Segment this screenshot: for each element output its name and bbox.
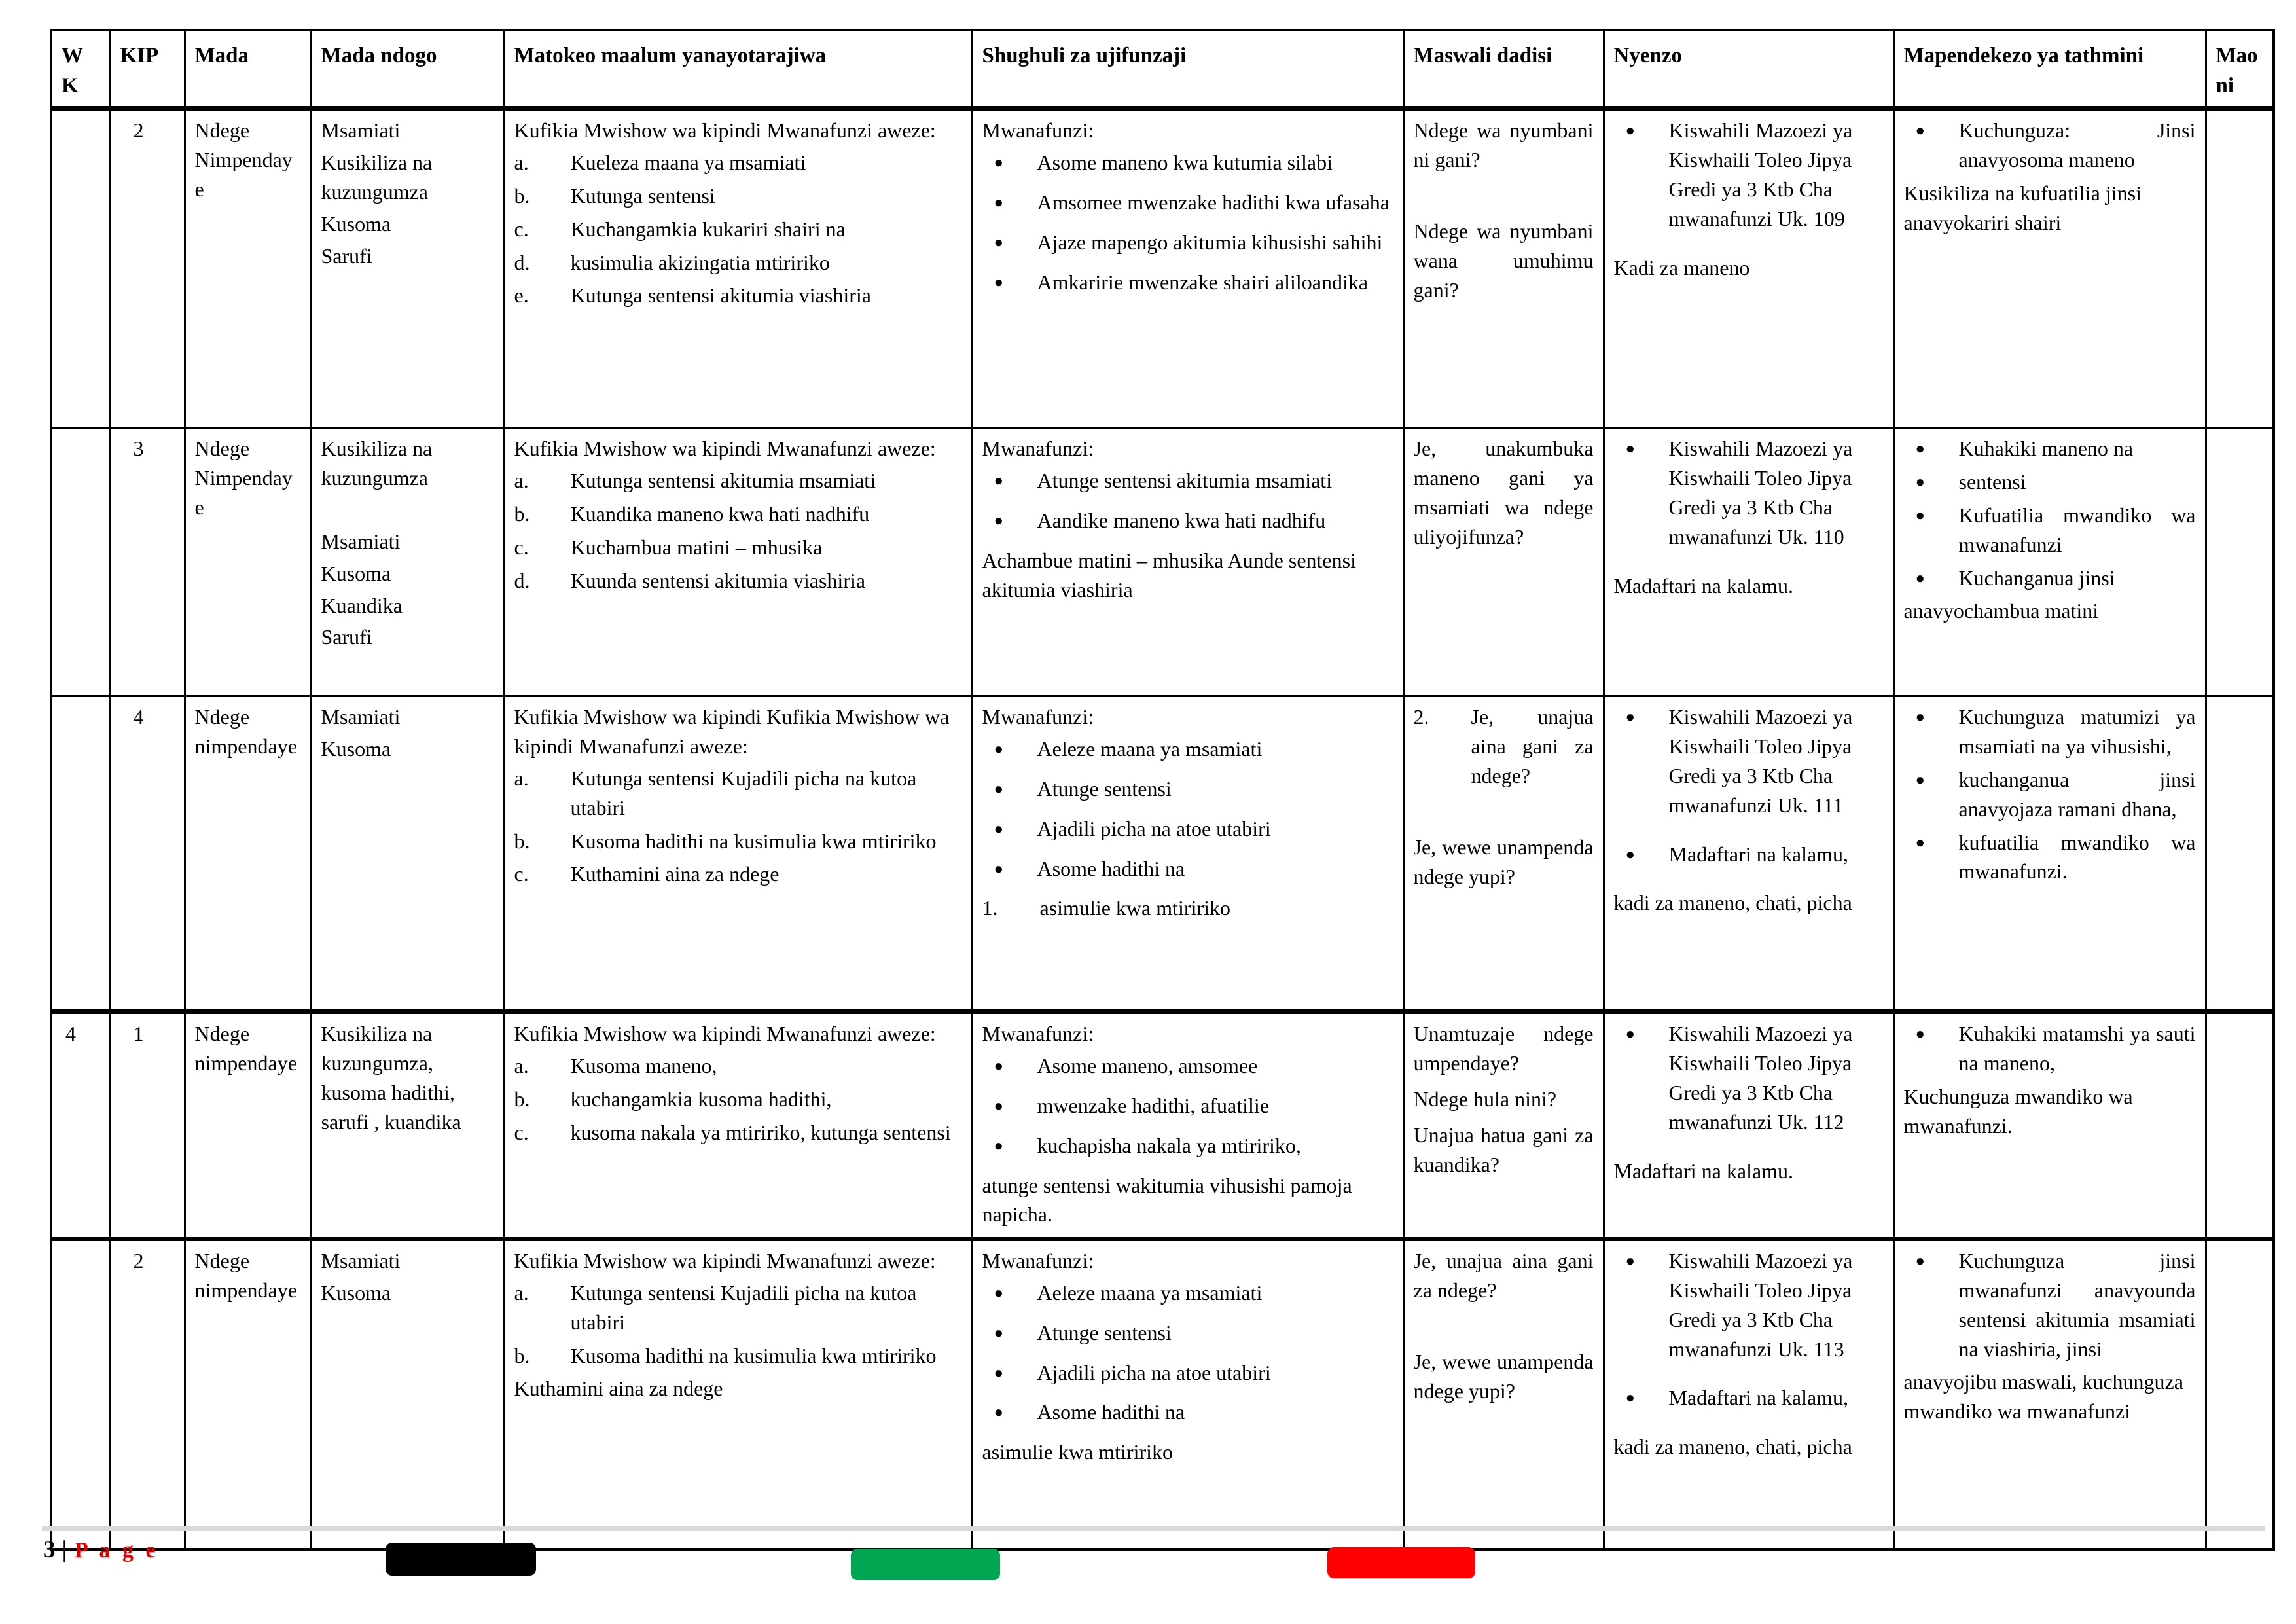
mapendekezo-extra: Kuchunguza mwandiko wa mwanafunzi. — [1903, 1084, 2133, 1138]
cell-mapendekezo — [1893, 1012, 2206, 1239]
cell-mada-ndogo — [311, 109, 504, 428]
bullet-icon: ● — [1625, 1026, 1635, 1043]
cell-shughuli — [972, 696, 1403, 1012]
bullet-icon: ● — [994, 1324, 1003, 1342]
bullet-item: ● Kuchunguza matumizi ya msamiati na ya vihusishi, — [1916, 702, 2196, 761]
mada-ndogo-line: Msamiati — [321, 118, 401, 143]
list-item: a. Kusoma maneno, — [514, 1054, 717, 1078]
bullet-icon: ● — [1625, 122, 1635, 140]
bullet-item: ● Kiswahili Mazoezi ya Kiswhaili Toleo Jipya Gredi ya 3 Ktb Cha mwanafunzi Uk. 110 — [1626, 434, 1884, 551]
question — [1414, 1312, 1594, 1341]
mada-ndogo-line: Msamiati — [321, 705, 401, 729]
cell-nyenzo — [1604, 109, 1893, 428]
cell-nyenzo — [1604, 428, 1893, 696]
footer-divider — [42, 1526, 2265, 1531]
question: Ndege wa nyumbani wana umuhimu gani? — [1413, 219, 1594, 302]
bullet-icon: ● — [1625, 709, 1635, 727]
nyenzo-extra: kadi za maneno, chati, picha — [1613, 1435, 1852, 1459]
mada-ndogo-line: Sarufi — [321, 244, 372, 268]
bullet-item: ● Kiswahili Mazoezi ya Kiswhaili Toleo Jipya Gredi ya 3 Ktb Cha mwanafunzi Uk. 113 — [1626, 1246, 1884, 1363]
cell-matokeo — [504, 109, 972, 428]
kip-value: 2 — [133, 118, 144, 143]
cell-maswali — [1403, 109, 1604, 428]
mada-value: Ndege nimpendaye — [194, 705, 297, 759]
list-item: c. kusoma nakala ya mtiririko, kutunga sentensi — [514, 1120, 951, 1144]
bullet-item: ● Atunge sentensi — [994, 1318, 1393, 1348]
nyenzo-extra: Madaftari na kalamu. — [1613, 573, 1794, 598]
wk-value: 4 — [65, 1022, 76, 1046]
bullet-item: ● Aeleze maana ya msamiati — [994, 734, 1393, 764]
bullet-item: ● Madaftari na kalamu, — [1626, 1383, 1884, 1413]
matokeo-intro: Kufikia Mwishow wa kipindi Kufikia Mwishow wa kipindi Mwanafunzi aweze: — [514, 705, 950, 759]
mada-value: Ndege Nimpendaye — [194, 437, 293, 519]
list-item: c. Kuthamini aina za ndege — [514, 862, 780, 886]
bullet-item: ● sentensi — [1916, 467, 2196, 497]
bullet-icon: ● — [1625, 1390, 1635, 1407]
cell-maoni — [2206, 1239, 2274, 1549]
page-number: 3 — [43, 1536, 56, 1563]
mada-ndogo-line: Msamiati — [321, 529, 401, 553]
mada-value: Ndege nimpendaye — [194, 1022, 297, 1075]
cell-wk — [51, 109, 110, 428]
shughuli-extra: Achambue matini – mhusika Aunde sentensi akitumia viashiria — [982, 548, 1356, 602]
nyenzo-extra: Madaftari na kalamu. — [1613, 1159, 1794, 1183]
mada-ndogo-line: Kusoma — [321, 1280, 391, 1305]
header-row — [51, 30, 2274, 109]
column-header-wk: WK — [51, 30, 110, 109]
list-item: d. kusimulia akizingatia mtiririko — [514, 250, 830, 274]
cell-nyenzo — [1604, 696, 1893, 1012]
bullet-icon: ● — [994, 1097, 1003, 1115]
cell-matokeo — [504, 428, 972, 696]
matokeo-extra: Kuthamini aina za ndege — [514, 1377, 723, 1401]
bullet-icon: ● — [1915, 1026, 1925, 1043]
mada-ndogo-line: Kusoma — [321, 561, 391, 585]
bullet-item: ● Atunge sentensi — [994, 774, 1393, 804]
kip-value: 2 — [133, 1249, 144, 1273]
mada-ndogo-line: Sarufi — [321, 625, 372, 649]
bullet-icon: ● — [1915, 709, 1925, 727]
question: Unajua hatua gani za kuandika? — [1413, 1123, 1594, 1176]
mapendekezo-extra: Kusikiliza na kufuatilia jinsi anavyokariri shairi — [1903, 181, 2142, 234]
cell-wk — [51, 428, 110, 696]
list-item: c. Kuchangamkia kukariri shairi na — [514, 217, 846, 241]
bullet-icon: ● — [994, 820, 1003, 838]
question: Je, wewe unampenda ndege yupi? — [1413, 835, 1594, 888]
cell-matokeo — [504, 1012, 972, 1239]
cell-mada-ndogo — [311, 428, 504, 696]
list-item: a. Kueleza maana ya msamiati — [514, 151, 806, 175]
question: Unamtuzaje ndege umpendaye? — [1413, 1022, 1594, 1075]
footer-separator: | — [62, 1536, 67, 1563]
bullet-item: ● mwenzake hadithi, afuatilie — [994, 1091, 1393, 1121]
bullet-icon: ● — [1625, 441, 1635, 458]
numbered-item: 1. asimulie kwa mtiririko — [982, 896, 1230, 920]
bullet-icon: ● — [994, 1404, 1003, 1422]
bullet-item: ● Kiswahili Mazoezi ya Kiswhaili Toleo Jipya Gredi ya 3 Ktb Cha mwanafunzi Uk. 109 — [1626, 116, 1884, 233]
column-header-mada-ndogo: Mada ndogo — [311, 30, 504, 109]
bullet-item: ● Kuchanganua jinsi — [1916, 564, 2196, 593]
mada-ndogo-line — [321, 496, 494, 524]
bullet-icon: ● — [1915, 771, 1925, 789]
cell-maswali — [1403, 428, 1604, 696]
list-item: d. Kuunda sentensi akitumia viashiria — [514, 568, 866, 592]
list-item: a. Kutunga sentensi Kujadili picha na kutoa utabiri — [514, 766, 917, 820]
matokeo-intro: Kufikia Mwishow wa kipindi Mwanafunzi aweze: — [514, 1249, 936, 1273]
cell-shughuli — [972, 428, 1403, 696]
cell-kip — [110, 1239, 185, 1549]
mada-ndogo-line: Kusoma — [321, 737, 391, 761]
cell-wk — [51, 1239, 110, 1549]
red-highlight-bar — [1327, 1547, 1475, 1578]
scheme-of-work-table — [50, 29, 2275, 1551]
table-row — [51, 428, 2274, 696]
kip-value: 4 — [133, 705, 144, 729]
bullet-item: ● Ajaze mapengo akitumia kihusishi sahihi — [994, 228, 1393, 257]
table-row — [51, 696, 2274, 1012]
cell-mapendekezo — [1893, 109, 2206, 428]
cell-nyenzo — [1604, 1239, 1893, 1549]
bullet-item: ● Aeleze maana ya msamiati — [994, 1278, 1393, 1308]
cell-kip — [110, 428, 185, 696]
cell-wk — [51, 696, 110, 1012]
bullet-item: ● Kiswahili Mazoezi ya Kiswhaili Toleo Jipya Gredi ya 3 Ktb Cha mwanafunzi Uk. 112 — [1626, 1019, 1884, 1136]
column-header-mapendekezo: Mapendekezo ya tathmini — [1893, 30, 2206, 109]
cell-kip — [110, 696, 185, 1012]
column-header-nyenzo: Nyenzo — [1604, 30, 1893, 109]
column-header-maoni: Maoni — [2206, 30, 2274, 109]
cell-mapendekezo — [1893, 696, 2206, 1012]
cell-mada — [185, 1239, 311, 1549]
bullet-icon: ● — [1915, 122, 1925, 140]
bullet-icon: ● — [994, 1137, 1003, 1155]
shughuli-intro: Mwanafunzi: — [982, 118, 1094, 143]
question — [1414, 797, 1594, 826]
list-item: a. Kutunga sentensi akitumia msamiati — [514, 469, 876, 493]
bullet-item: ● Asome hadithi na — [994, 1398, 1393, 1427]
bullet-item: ● Kufuatilia mwandiko wa mwanafunzi — [1916, 501, 2196, 560]
bullet-item: ● Kuhakiki maneno na — [1916, 434, 2196, 463]
cell-mapendekezo — [1893, 428, 2206, 696]
bullet-icon: ● — [1915, 569, 1925, 587]
question: Je, wewe unampenda ndege yupi? — [1413, 1349, 1594, 1403]
table-row — [51, 1012, 2274, 1239]
bullet-icon: ● — [994, 234, 1003, 251]
list-item: b. Kusoma hadithi na kusimulia kwa mtiririko — [514, 1343, 937, 1367]
page-footer — [43, 1536, 158, 1564]
bullet-item: ● Atunge sentensi akitumia msamiati — [994, 466, 1393, 496]
cell-maoni — [2206, 696, 2274, 1012]
bullet-item: ● Amkaririe mwenzake shairi aliloandika — [994, 268, 1393, 297]
black-highlight-bar — [386, 1543, 536, 1576]
bullet-icon: ● — [1915, 441, 1925, 458]
question: 2. Je, unajua aina gani za ndege? — [1413, 705, 1594, 787]
matokeo-intro: Kufikia Mwishow wa kipindi Mwanafunzi aweze: — [514, 437, 936, 461]
page-word: P a g e — [74, 1538, 159, 1562]
nyenzo-extra: Kadi za maneno — [1613, 255, 1750, 280]
cell-maswali — [1403, 1012, 1604, 1239]
bullet-item: ● Asome maneno kwa kutumia silabi — [994, 148, 1393, 177]
cell-mada — [185, 1012, 311, 1239]
list-item: e. Kutunga sentensi akitumia viashiria — [514, 283, 871, 308]
kip-value: 1 — [133, 1022, 144, 1046]
shughuli-extra: atunge sentensi wakitumia vihusishi pamoja napicha. — [982, 1173, 1352, 1227]
cell-maoni — [2206, 1012, 2274, 1239]
bullet-icon: ● — [1625, 1253, 1635, 1271]
mada-ndogo-line: Kusikiliza na kuzungumza, kusoma hadithi, sarufi , kuandika — [321, 1022, 461, 1134]
cell-maswali — [1403, 1239, 1604, 1549]
cell-mada — [185, 109, 311, 428]
cell-kip — [110, 109, 185, 428]
bullet-icon: ● — [994, 860, 1003, 878]
list-item: b. Kutunga sentensi — [514, 183, 715, 208]
bullet-icon: ● — [994, 512, 1003, 530]
column-header-matokeo: Matokeo maalum yanayotarajiwa — [504, 30, 972, 109]
cell-matokeo — [504, 696, 972, 1012]
list-item: b. Kuandika maneno kwa hati nadhifu — [514, 501, 870, 526]
shughuli-extra: asimulie kwa mtiririko — [982, 1440, 1173, 1464]
cell-maswali — [1403, 696, 1604, 1012]
question: Ndege hula nini? — [1413, 1087, 1557, 1111]
matokeo-intro: Kufikia Mwishow wa kipindi Mwanafunzi aweze: — [514, 1022, 936, 1046]
bullet-item: ● Kuchunguza: Jinsi anavyosoma maneno — [1916, 116, 2196, 175]
mada-ndogo-line: Kusikiliza na kuzungumza — [321, 437, 433, 490]
bullet-item: ● Aandike maneno kwa hati nadhifu — [994, 506, 1393, 535]
bullet-item: ● Ajadili picha na atoe utabiri — [994, 814, 1393, 844]
bullet-icon: ● — [994, 154, 1003, 172]
question: Je, unakumbuka maneno gani ya msamiati wa ndege uliyojifunza? — [1413, 437, 1594, 549]
table-row — [51, 109, 2274, 428]
cell-maoni — [2206, 428, 2274, 696]
bullet-item: ● Ajadili picha na atoe utabiri — [994, 1358, 1393, 1388]
bullet-icon: ● — [994, 473, 1003, 490]
list-item: a. Kutunga sentensi Kujadili picha na kutoa utabiri — [514, 1280, 917, 1334]
bullet-icon: ● — [994, 1058, 1003, 1075]
bullet-item: ● Asome maneno, amsomee — [994, 1051, 1393, 1081]
shughuli-intro: Mwanafunzi: — [982, 1249, 1094, 1273]
bullet-item: ● kuchanganua jinsi anavyojaza ramani dhana, — [1916, 765, 2196, 824]
shughuli-intro: Mwanafunzi: — [982, 705, 1094, 729]
cell-maoni — [2206, 109, 2274, 428]
bullet-icon: ● — [1915, 474, 1925, 492]
column-header-maswali: Maswali dadisi — [1403, 30, 1604, 109]
bullet-item: ● Asome hadithi na — [994, 854, 1393, 884]
list-item: c. Kuchambua matini – mhusika — [514, 535, 823, 559]
mapendekezo-extra: anavyojibu maswali, kuchunguza mwandiko wa mwanafunzi — [1903, 1370, 2183, 1424]
bullet-item: ● kuchapisha nakala ya mtiririko, — [994, 1131, 1393, 1161]
cell-shughuli — [972, 1239, 1403, 1549]
mada-ndogo-line: Kusoma — [321, 211, 391, 236]
mada-ndogo-line: Msamiati — [321, 1249, 401, 1273]
cell-mapendekezo — [1893, 1239, 2206, 1549]
bullet-item: ● Amsomee mwenzake hadithi kwa ufasaha — [994, 188, 1393, 217]
shughuli-intro: Mwanafunzi: — [982, 1022, 1094, 1046]
mada-value: Ndege Nimpendaye — [194, 118, 293, 201]
bullet-item: ● Kiswahili Mazoezi ya Kiswhaili Toleo Jipya Gredi ya 3 Ktb Cha mwanafunzi Uk. 111 — [1626, 702, 1884, 820]
cell-wk — [51, 1012, 110, 1239]
cell-mada-ndogo — [311, 696, 504, 1012]
bullet-icon: ● — [994, 780, 1003, 798]
question: Ndege wa nyumbani ni gani? — [1413, 118, 1594, 172]
cell-kip — [110, 1012, 185, 1239]
bullet-icon: ● — [1625, 846, 1635, 863]
cell-matokeo — [504, 1239, 972, 1549]
bullet-icon: ● — [994, 274, 1003, 291]
shughuli-intro: Mwanafunzi: — [982, 437, 1094, 461]
mada-ndogo-line: Kuandika — [321, 593, 403, 617]
nyenzo-extra: kadi za maneno, chati, picha — [1613, 891, 1852, 915]
bullet-icon: ● — [994, 741, 1003, 759]
list-item: b. kuchangamkia kusoma hadithi, — [514, 1087, 832, 1111]
matokeo-intro: Kufikia Mwishow wa kipindi Mwanafunzi aweze: — [514, 118, 936, 143]
bullet-icon: ● — [1915, 507, 1925, 524]
table-row — [51, 1239, 2274, 1549]
column-header-kip: KIP — [110, 30, 185, 109]
cell-nyenzo — [1604, 1012, 1893, 1239]
bullet-icon: ● — [1915, 834, 1925, 852]
cell-mada — [185, 428, 311, 696]
bullet-item: ● Kuchunguza jinsi mwanafunzi anavyounda sentensi akitumia msamiati na viashiria, jinsi — [1916, 1246, 2196, 1363]
cell-shughuli — [972, 1012, 1403, 1239]
mada-value: Ndege nimpendaye — [194, 1249, 297, 1302]
green-highlight-bar — [851, 1549, 1000, 1580]
bullet-icon: ● — [994, 1364, 1003, 1382]
mada-ndogo-line: Kusikiliza na kuzungumza — [321, 151, 433, 204]
kip-value: 3 — [133, 437, 144, 461]
cell-mada-ndogo — [311, 1239, 504, 1549]
cell-mada-ndogo — [311, 1012, 504, 1239]
question — [1414, 181, 1594, 210]
bullet-icon: ● — [1915, 1253, 1925, 1271]
cell-shughuli — [972, 109, 1403, 428]
mapendekezo-extra: anavyochambua matini — [1903, 599, 2099, 623]
bullet-item: ● Madaftari na kalamu, — [1626, 840, 1884, 869]
column-header-mada: Mada — [185, 30, 311, 109]
bullet-item: ● kufuatilia mwandiko wa mwanafunzi. — [1916, 828, 2196, 887]
bullet-icon: ● — [994, 1284, 1003, 1302]
bullet-icon: ● — [994, 194, 1003, 211]
column-header-shughuli: Shughuli za ujifunzaji — [972, 30, 1403, 109]
list-item: b. Kusoma hadithi na kusimulia kwa mtiririko — [514, 829, 937, 853]
question: Je, unajua aina gani za ndege? — [1413, 1249, 1594, 1302]
bullet-item: ● Kuhakiki matamshi ya sauti na maneno, — [1916, 1019, 2196, 1078]
cell-mada — [185, 696, 311, 1012]
